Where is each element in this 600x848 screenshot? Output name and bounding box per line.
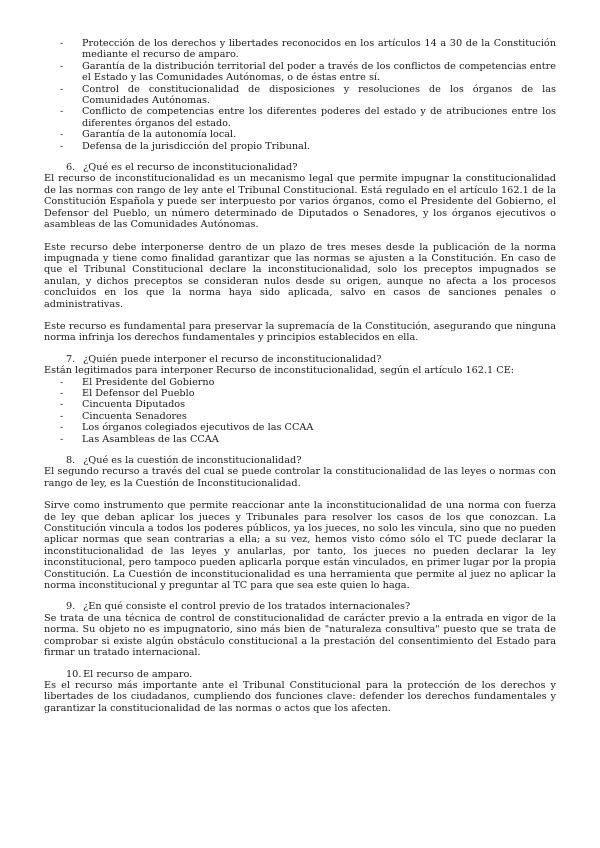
section-title: ¿Quién puede interponer el recurso de inconstitucionalidad?	[83, 353, 382, 365]
section-title: El recurso de amparo.	[83, 668, 193, 680]
list-item: - Las Asambleas de las CCAA	[44, 434, 556, 445]
list-item: - Garantía de la distribución territorial del poder a través de los conflictos de competencias entre el Estado y las Comunidades Autónomas, o de éstas entre sí.	[44, 61, 556, 84]
section-7	[44, 354, 556, 445]
section-10	[44, 669, 556, 715]
section-number: 9.	[66, 601, 76, 613]
section-title: ¿Qué es la cuestión de inconstitucionalidad?	[83, 455, 302, 466]
section-heading	[44, 354, 556, 365]
legitimated-list	[44, 377, 556, 445]
list-item: - Protección de los derechos y libertades reconocidos en los artículos 14 a 30 de la Constitución mediante el recurso de amparo.	[44, 38, 556, 61]
intro-list	[44, 38, 556, 152]
section-heading	[44, 601, 556, 612]
section-heading	[44, 669, 556, 680]
section-9	[44, 601, 556, 658]
paragraph: El recurso de inconstitucionalidad es un mecanismo legal que permite impugnar la constitucionalidad de las normas con rango de ley ante el Tribunal Constitucional. Está regulado en el artículo 162.1 de la Constitución Española y puede ser interpuesto por varios órganos, como el Presidente del Gobierno, el Defensor del Pueblo, un número determinado de Diputados o Senadores, y los órganos ejecutivos o asambleas de las Comunidades Autónomas.	[44, 173, 556, 231]
section-heading	[44, 455, 556, 466]
paragraph: Este recurso es fundamental para preservar la supremacía de la Constitución, asegurando que ninguna norma infrinja los derechos fundamentales y principios establecidos en ella.	[44, 320, 556, 344]
list-item: - Garantía de la autonomía local.	[44, 129, 556, 140]
list-item: - El Presidente del Gobierno	[44, 377, 556, 388]
section-title: ¿Qué es el recurso de inconstitucionalidad?	[83, 162, 298, 174]
section-number: 6.	[66, 162, 76, 174]
paragraph: Sirve como instrumento que permite reaccionar ante la inconstitucionalidad de una norma con fuerza de ley que deban aplicar los jueces y Tribunales para resolver los casos de los que conozcan. La Constitución vincula a todos los poderes públicos, ya los jueces, no solo les vincula, sino que no pueden aplicar normas que sean contrarias a ella; a su vez, hemos visto cómo sólo el TC puede declarar la inconstitucionalidad de las leyes y anularlas, por tanto, los jueces no pueden declarar la ley inconstitucional, pero tampoco pueden aplicarla porque están vinculados, en primer lugar por la propia Constitución. La Cuestión de inconstitucionalidad es una herramienta que permite al juez no aplicar la norma inconstitucional y preguntar al TC para que sea este quien lo haga.	[44, 500, 556, 592]
paragraph: Se trata de una técnica de control de constitucionalidad de carácter previo a la entrada en vigor de la norma. Su objeto no es impugnatorio, sino más bien de "naturaleza consultiva" puesto que se trata de comprobar si existe algún obstáculo constitucional a la prestación del consentimiento del Estado para firmar un tratado internacional.	[44, 612, 556, 659]
section-6	[44, 162, 556, 344]
list-item: - Control de constitucionalidad de disposiciones y resoluciones de los órganos de las Comunidades Autónomas.	[44, 84, 556, 107]
section-number: 8.	[66, 455, 76, 466]
section-title: ¿En qué consiste el control previo de los tratados internacionales?	[83, 601, 411, 613]
document-page	[44, 38, 556, 714]
section-number: 7.	[66, 353, 76, 365]
list-item: - Los órganos colegiados ejecutivos de las CCAA	[44, 422, 556, 433]
list-item: - Cincuenta Diputados	[44, 399, 556, 410]
list-item: - Cincuenta Senadores	[44, 411, 556, 422]
list-item: - El Defensor del Pueblo	[44, 388, 556, 399]
paragraph: Están legitimados para interponer Recurso de inconstitucionalidad, según el artículo 162.1 CE:	[44, 365, 515, 377]
section-8	[44, 455, 556, 591]
paragraph: El segundo recurso a través del cual se puede controlar la constitucionalidad de las leyes o normas con rango de ley, es la Cuestión de Inconstitucionalidad.	[44, 466, 556, 489]
list-item: - Defensa de la jurisdicción del propio Tribunal.	[44, 141, 556, 152]
section-number: 10.	[66, 668, 82, 680]
paragraph: Este recurso debe interponerse dentro de un plazo de tres meses desde la publicación de la norma impugnada y tiene como finalidad garantizar que las normas se ajusten a la Constitución. En caso de que el Tribunal Constitucional declare la inconstitucionalidad, solo los preceptos impugnados se anulan, y dichos preceptos se consideran nulos desde su origen, aunque no afecta a los procesos concluidos en los que la norma haya sido aplicada, salvo en casos de sanciones penales o administrativas.	[44, 241, 556, 310]
paragraph: Es el recurso más importante ante el Tribunal Constitucional para la protección de los derechos y libertades de los ciudadanos, cumpliendo dos funciones clave: defender los derechos fundamentales y garantizar la constitucionalidad de las normas o actos que los afecten.	[44, 679, 556, 714]
section-heading	[44, 162, 556, 173]
list-item: - Conflicto de competencias entre los diferentes poderes del estado y de atribuciones entre los diferentes órganos del estado.	[44, 106, 556, 129]
